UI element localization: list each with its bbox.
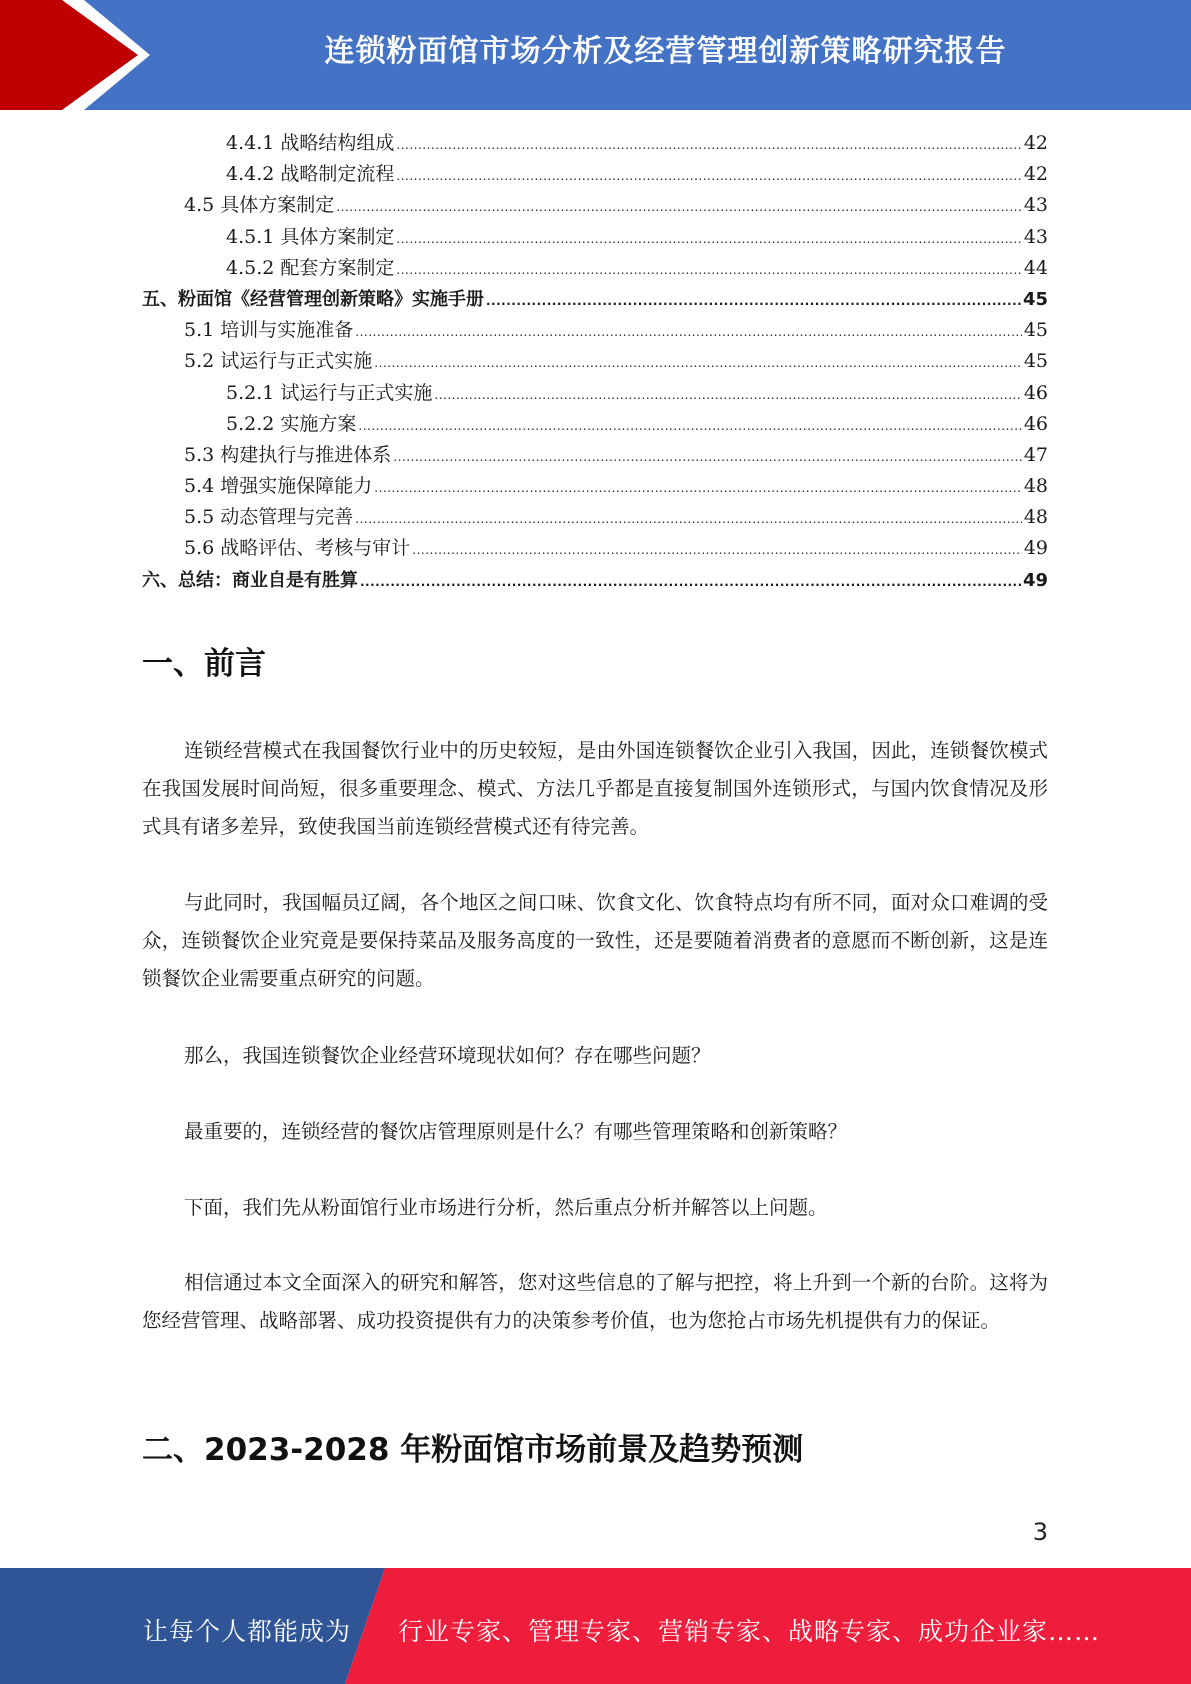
toc-dot-leader [336,192,1022,223]
toc-entry-title: 配套方案制定 [280,256,395,279]
toc-entry[interactable] [142,253,1048,284]
toc-entry[interactable] [142,346,1048,377]
toc-entry-title: 具体方案制定 [280,225,395,248]
toc-entry-title: 战略结构组成 [280,132,395,154]
toc-entry-number: 5.6 [184,537,221,560]
toc-entry-number: 4.5 [184,194,221,217]
footer-slogan-right: 行业专家、管理专家、营销专家、战略专家、成功企业家…… [398,1617,1101,1646]
page-header [0,0,1191,110]
toc-entry-title: 培训与实施准备 [220,319,354,342]
section-heading-preface: 一、前言 [142,646,266,682]
toc-entry[interactable] [142,315,1048,346]
toc-entry-number: 5.2 [184,350,221,373]
toc-entry-page: 45 [1022,288,1048,310]
paragraph: 相信通过本文全面深入的研究和解答，您对这些信息的了解与把控，将上升到一个新的台阶。这将为您经营管理、战略部署、成功投资提供有力的决策参考价值，也为您抢占市场先机提供有力的保证。 [142,1271,1048,1332]
toc-entry-number: 5.5 [184,506,221,529]
toc-entry-number: 5.2.2 [226,412,281,435]
toc-entry-number: 5.1 [184,319,221,342]
toc-entry-number: 4.4.2 [226,163,281,186]
toc-entry[interactable] [142,533,1048,564]
toc-dot-leader [374,473,1022,504]
toc-entry-title: 实施方案 [280,412,357,435]
toc-entry-page: 45 [1023,319,1048,342]
toc-entry-title: 增强实施保障能力 [220,475,373,498]
toc-entry-title: 构建执行与推进体系 [220,443,392,466]
paragraph: 与此同时，我国幅员辽阔，各个地区之间口味、饮食文化、饮食特点均有所不同，面对众口难调的受众，连锁餐饮企业究竟是要保持菜品及服务高度的一致性，还是要随着消费者的意愿而不断创新，这是连锁餐饮企业需要重点研究的问题。 [142,891,1048,990]
toc-entry[interactable] [142,502,1048,533]
toc-dot-leader [374,348,1022,379]
toc-entry-page: 44 [1023,256,1048,279]
toc-entry-title: 试运行与正式实施 [280,381,433,404]
toc-entry-title: 六、总结：商业自是有胜算 [142,569,358,591]
toc-entry-page: 47 [1023,443,1048,466]
toc-dot-leader [396,130,1021,161]
toc-entry-page: 42 [1023,132,1048,154]
report-title: 连锁粉面馆市场分析及经营管理创新策略研究报告 [324,34,1007,69]
toc-entry-number: 5.2.1 [226,381,281,404]
section-heading-forecast: 二、2023-2028 年粉面馆市场前景及趋势预测 [142,1432,804,1468]
toc-dot-leader [358,411,1021,442]
toc-entry-title: 具体方案制定 [220,194,335,217]
toc-entry-title: 战略评估、考核与审计 [220,537,411,560]
toc-entry-page: 46 [1023,412,1048,435]
toc-entry[interactable] [142,128,1048,159]
toc-entry-page: 49 [1022,569,1048,591]
toc-entry[interactable] [142,159,1048,190]
toc-entry-page: 46 [1023,381,1048,404]
paragraph: 下面，我们先从粉面馆行业市场进行分析，然后重点分析并解答以上问题。 [184,1196,828,1219]
toc-entry[interactable] [142,284,1048,315]
footer-slogan-left: 让每个人都能成为 [143,1617,352,1646]
toc-entry-number: 4.4.1 [226,132,281,154]
toc-entry-page: 49 [1023,537,1048,560]
toc-dot-leader [355,317,1022,348]
toc-entry[interactable] [142,222,1048,253]
toc-entry[interactable] [142,471,1048,502]
toc-dot-leader [434,380,1021,411]
toc-entry-page: 43 [1023,194,1048,217]
toc-dot-leader [396,255,1021,286]
toc-entry-page: 45 [1023,350,1048,373]
toc-entry-title: 战略制定流程 [280,163,395,186]
toc-dot-leader [396,161,1021,192]
page-footer [0,1568,1191,1684]
toc-dot-leader [396,224,1021,255]
table-of-contents [142,128,1048,596]
toc-dot-leader [360,567,1021,598]
toc-entry[interactable] [142,378,1048,409]
toc-entry[interactable] [142,190,1048,221]
paragraph: 那么，我国连锁餐饮企业经营环境现状如何？存在哪些问题？ [184,1044,711,1067]
header-chevron-decoration [0,0,160,110]
toc-entry-page: 48 [1023,475,1048,498]
toc-entry-number: 4.5.2 [226,256,281,279]
paragraph: 连锁经营模式在我国餐饮行业中的历史较短，是由外国连锁餐饮企业引入我国，因此，连锁餐饮模式在我国发展时间尚短，很多重要理念、模式、方法几乎都是直接复制国外连锁形式，与国内饮食情况及形式具有诸多差异，致使我国当前连锁经营模式还有待完善。 [142,739,1048,838]
page-number: 3 [1032,1518,1048,1546]
toc-entry-title: 动态管理与完善 [220,506,354,529]
toc-entry-page: 48 [1023,506,1048,529]
toc-dot-leader [412,535,1022,566]
toc-entry-title: 五、粉面馆《经营管理创新策略》实施手册 [142,288,484,310]
toc-dot-leader [393,442,1022,473]
paragraph: 最重要的，连锁经营的餐饮店管理原则是什么？有哪些管理策略和创新策略？ [184,1120,848,1143]
toc-entry-title: 试运行与正式实施 [220,350,373,373]
toc-entry[interactable] [142,440,1048,471]
toc-entry-number: 4.5.1 [226,225,281,248]
toc-entry[interactable] [142,565,1048,596]
toc-entry-number: 5.3 [184,443,221,466]
toc-entry-page: 43 [1023,225,1048,248]
toc-entry-number: 5.4 [184,475,221,498]
toc-entry-page: 42 [1023,163,1048,186]
toc-dot-leader [486,286,1021,317]
toc-dot-leader [355,504,1022,535]
toc-entry[interactable] [142,409,1048,440]
